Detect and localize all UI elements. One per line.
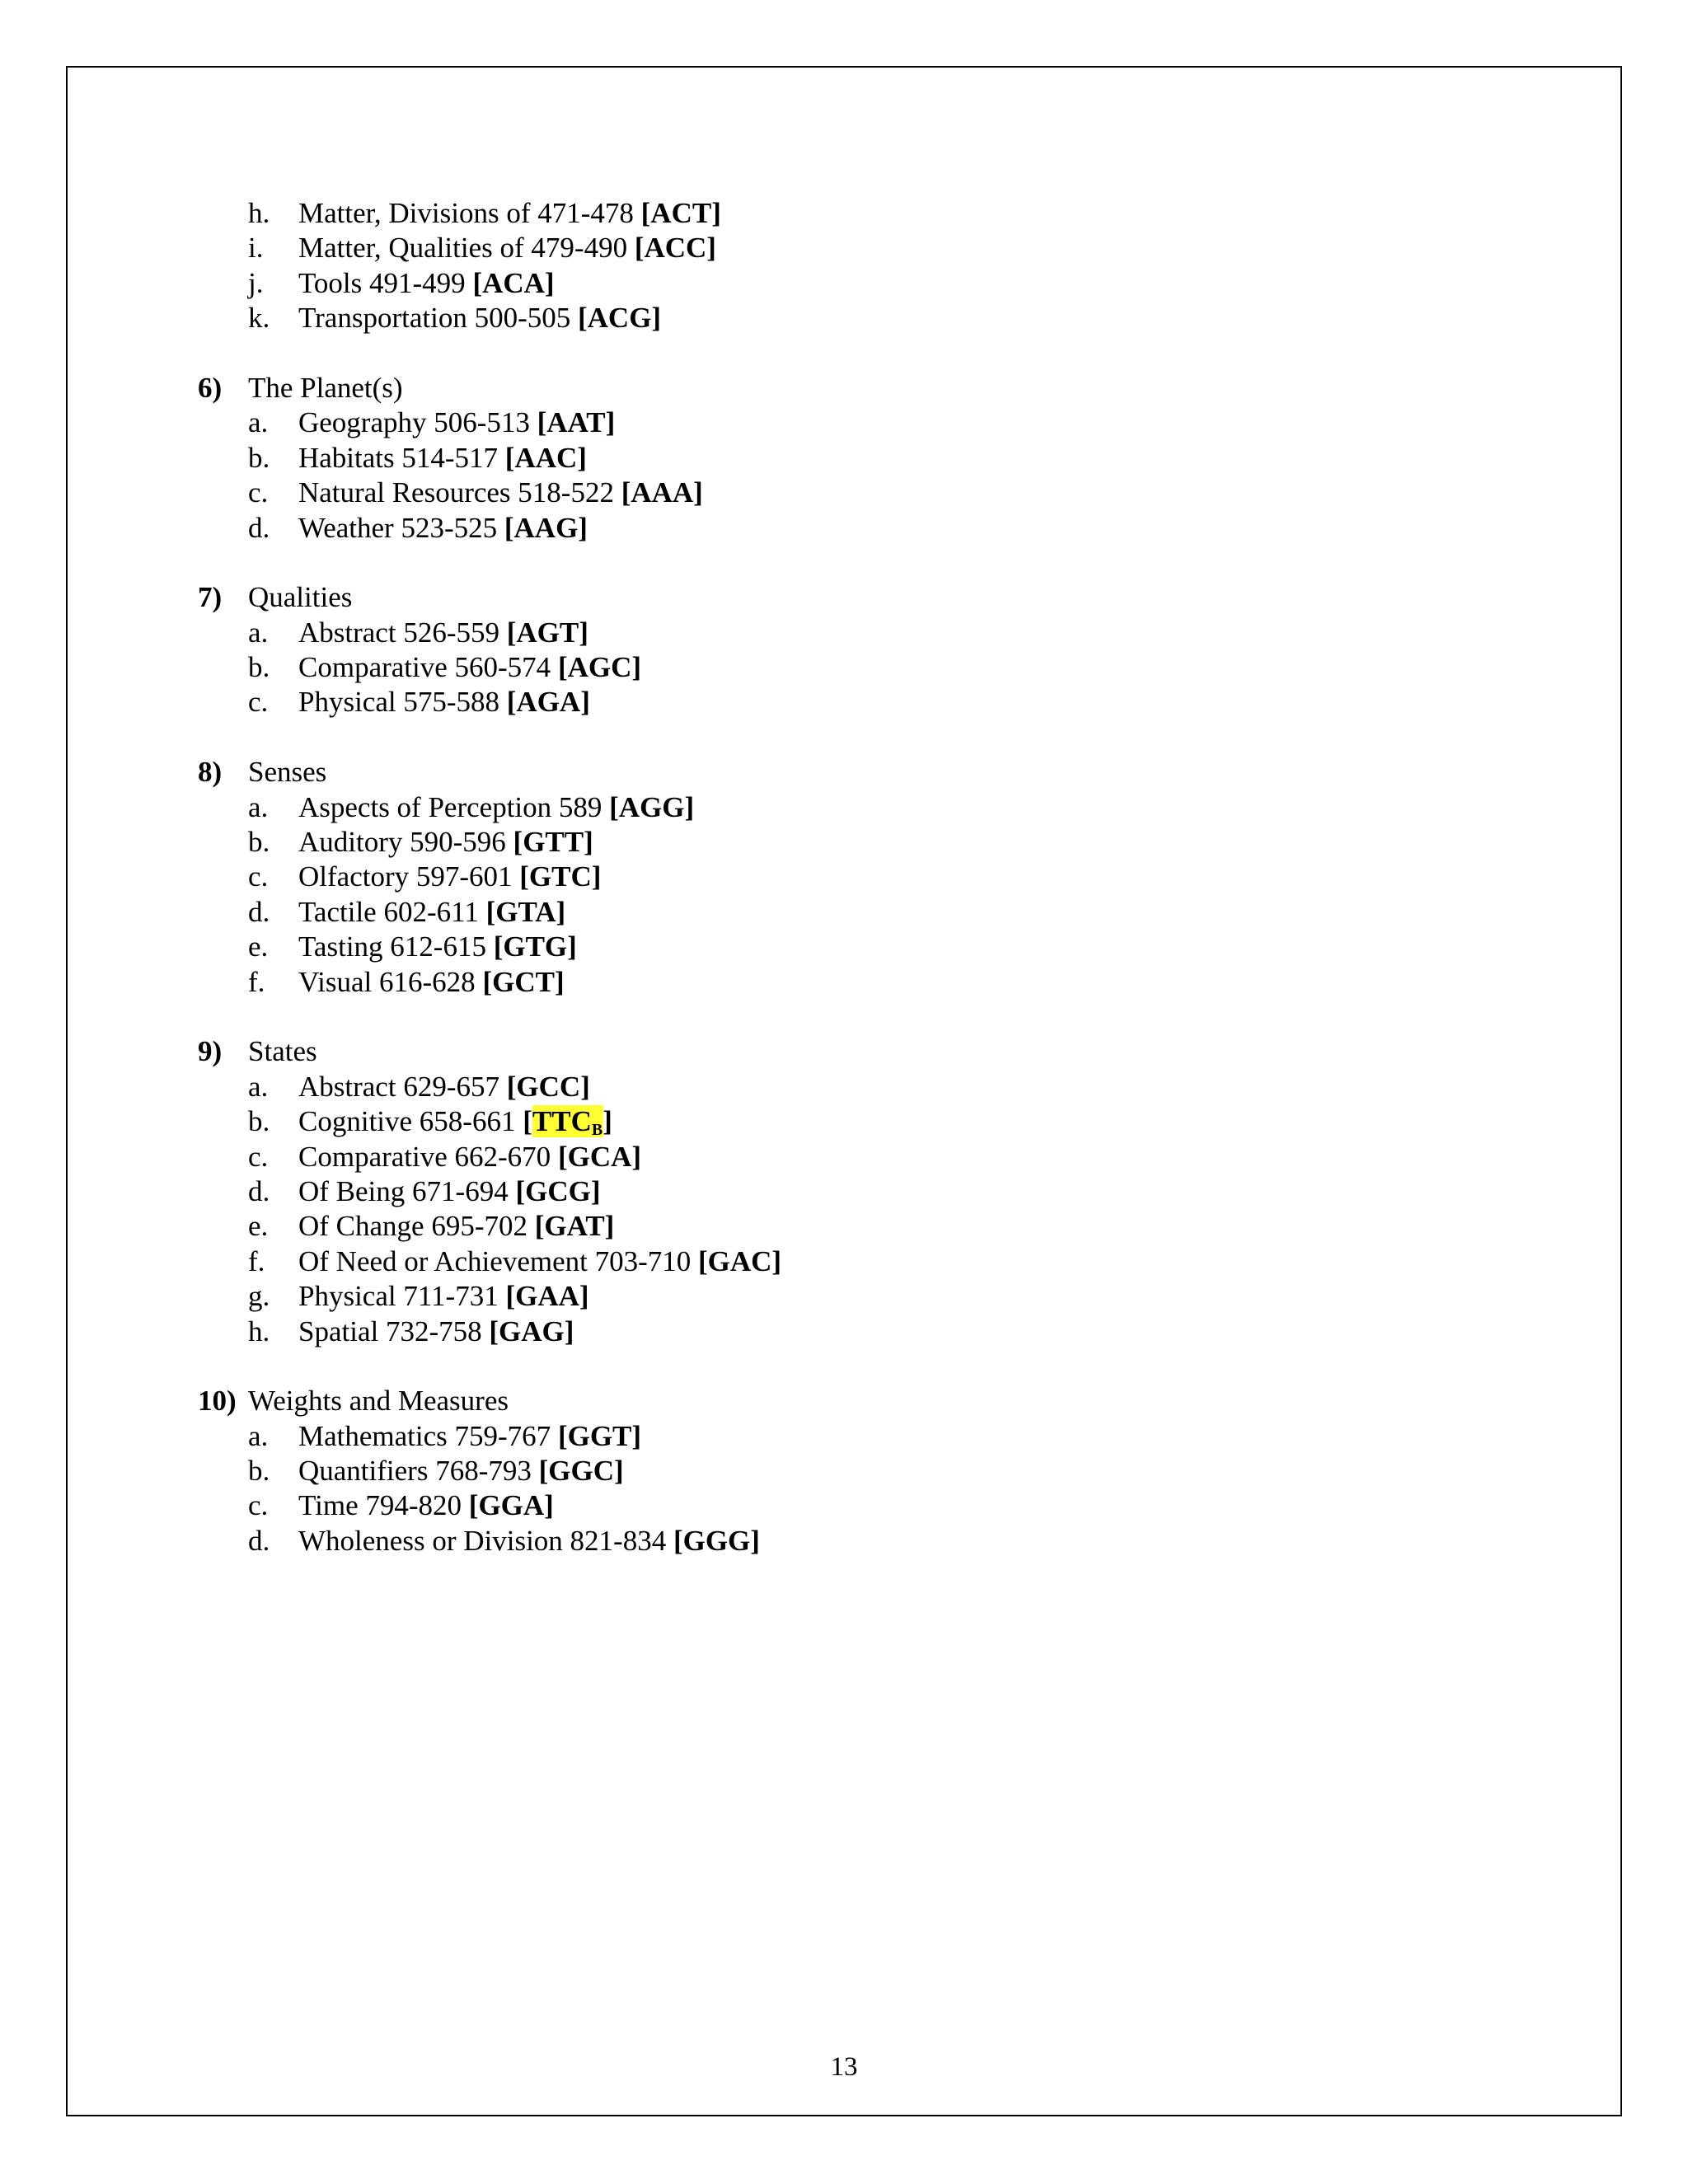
item-text: Of Need or Achievement 703-710 (298, 1244, 698, 1277)
item-text: Visual 616-628 (298, 965, 483, 998)
item-body (298, 860, 601, 894)
item-letter: a. (248, 1419, 269, 1452)
list-item (198, 1488, 1517, 1523)
list-item (198, 1419, 1517, 1454)
item-letter: b. (248, 1105, 270, 1138)
item-text: Spatial 732-758 (298, 1315, 490, 1347)
item-text: Tasting 612-615 (298, 930, 494, 963)
item-letter: b. (248, 441, 270, 474)
list-item (198, 1070, 1517, 1104)
item-letter: b. (248, 826, 270, 859)
section-heading (198, 371, 1517, 405)
item-body (298, 441, 587, 476)
list-item (198, 1454, 1517, 1488)
list-item (198, 1524, 1517, 1558)
item-text: Comparative 560-574 (298, 651, 558, 684)
item-body (298, 1070, 590, 1104)
item-text: Auditory 590-596 (298, 826, 513, 859)
item-body (298, 1419, 641, 1454)
list-item (198, 1244, 1517, 1279)
outline-section (198, 1384, 1517, 1558)
item-letter: a. (248, 1070, 269, 1103)
item-code: [AGT] (506, 616, 588, 649)
code-open-bracket: [ (523, 1105, 532, 1138)
item-text: Weather 523-525 (298, 511, 504, 544)
item-code-highlighted (523, 1105, 612, 1140)
item-code: [GGT] (557, 1419, 642, 1452)
item-body (298, 965, 565, 1000)
item-code: [GGG] (673, 1524, 760, 1557)
list-item (198, 196, 1517, 231)
section-title: States (248, 1035, 317, 1068)
item-letter: a. (248, 790, 269, 823)
item-letter: e. (248, 930, 269, 963)
item-code: [GGC] (538, 1455, 624, 1488)
section-title: The Planet(s) (248, 371, 403, 404)
item-body (298, 685, 590, 719)
item-letter: d. (248, 511, 270, 544)
item-body (298, 266, 555, 301)
section-title: Senses (248, 756, 327, 789)
item-text: Mathematics 759-767 (298, 1419, 558, 1452)
item-text: Physical 711-731 (298, 1280, 506, 1313)
item-text: Time 794-820 (298, 1489, 469, 1522)
item-body (298, 1524, 760, 1558)
list-item (198, 511, 1517, 546)
item-body (298, 231, 716, 265)
item-letter: b. (248, 1455, 270, 1488)
item-text: Habitats 514-517 (298, 441, 505, 474)
list-item (198, 476, 1517, 510)
item-letter: a. (248, 616, 269, 649)
item-body (298, 1279, 589, 1314)
item-body (298, 895, 565, 930)
list-item (198, 965, 1517, 1000)
item-letter: d. (248, 1524, 270, 1557)
item-code: [GTA] (485, 895, 566, 928)
list-item (198, 1140, 1517, 1174)
list-item (198, 1279, 1517, 1314)
section-number: 10) (198, 1385, 237, 1418)
list-item (198, 1209, 1517, 1244)
list-item (198, 616, 1517, 650)
code-close-bracket: ] (603, 1105, 612, 1138)
item-code: [AAG] (504, 511, 588, 544)
item-body (298, 476, 703, 510)
item-text: Abstract 629-657 (298, 1070, 507, 1103)
section-heading (198, 1384, 1517, 1418)
item-body (298, 1244, 781, 1279)
item-letter: h. (248, 1315, 270, 1347)
item-text: Cognitive 658-661 (298, 1105, 523, 1138)
item-code: [AAA] (621, 476, 703, 509)
item-letter: g. (248, 1280, 270, 1313)
highlight-mark (532, 1105, 603, 1140)
item-code: [GCC] (506, 1070, 590, 1103)
list-item (198, 1174, 1517, 1209)
item-code: [GCT] (482, 965, 565, 998)
section-title: Qualities (248, 581, 353, 614)
item-body (298, 196, 721, 231)
item-code: [AGA] (506, 686, 590, 719)
code-main: TTC (532, 1105, 592, 1138)
outline-section (198, 371, 1517, 546)
list-item (198, 1104, 1517, 1139)
item-letter: c. (248, 1140, 269, 1173)
item-body (298, 1174, 601, 1209)
item-letter: f. (248, 965, 265, 998)
item-text: Matter, Qualities of 479-490 (298, 232, 635, 265)
item-text: Olfactory 597-601 (298, 860, 520, 893)
item-code: [GAC] (698, 1244, 782, 1277)
item-body (298, 1488, 554, 1523)
item-body (298, 1104, 612, 1139)
section-heading (198, 755, 1517, 790)
section-number: 7) (198, 581, 223, 614)
item-letter: b. (248, 651, 270, 684)
outline-section (198, 580, 1517, 720)
outline-content (198, 196, 1517, 1594)
item-text: Transportation 500-505 (298, 302, 578, 335)
item-body (298, 1315, 574, 1349)
list-item (198, 650, 1517, 685)
list-item (198, 790, 1517, 825)
item-body (298, 511, 588, 546)
item-text: Of Being 671-694 (298, 1174, 516, 1207)
section-title: Weights and Measures (248, 1385, 509, 1418)
item-body (298, 650, 641, 685)
item-text: Natural Resources 518-522 (298, 476, 621, 509)
item-body (298, 1454, 624, 1488)
item-letter: c. (248, 686, 269, 719)
item-code: [GTC] (519, 860, 602, 893)
item-code: [GAG] (489, 1315, 574, 1347)
item-letter: a. (248, 406, 269, 439)
list-item (198, 266, 1517, 301)
item-code: [ACA] (472, 266, 555, 299)
section-number: 6) (198, 371, 223, 404)
item-text: Quantifiers 768-793 (298, 1455, 539, 1488)
item-code: [AAT] (537, 406, 616, 439)
list-item (198, 1315, 1517, 1349)
section-number: 9) (198, 1035, 223, 1068)
item-body (298, 1209, 614, 1244)
list-item (198, 405, 1517, 440)
sections-list (198, 371, 1517, 1558)
item-code: [AGG] (609, 790, 695, 823)
item-code: [AGC] (557, 651, 642, 684)
list-item (198, 930, 1517, 964)
item-body (298, 790, 694, 825)
outline-section (198, 1034, 1517, 1349)
item-letter: d. (248, 1174, 270, 1207)
item-text: Tools 491-499 (298, 266, 473, 299)
item-text: Abstract 526-559 (298, 616, 507, 649)
list-item (198, 895, 1517, 930)
item-code: [GTG] (493, 930, 577, 963)
item-body (298, 1140, 641, 1174)
item-code: [ACC] (634, 232, 716, 265)
item-text: Aspects of Perception 589 (298, 790, 610, 823)
item-letter: c. (248, 860, 269, 893)
item-text: Tactile 602-611 (298, 895, 486, 928)
page-number: 13 (830, 2052, 858, 2082)
item-letter: f. (248, 1244, 265, 1277)
item-text: Matter, Divisions of 471-478 (298, 197, 641, 229)
section-heading (198, 580, 1517, 615)
item-text: Physical 575-588 (298, 686, 507, 719)
item-code: [ACG] (577, 302, 662, 335)
item-letter: e. (248, 1210, 269, 1243)
list-item (198, 685, 1517, 719)
item-code: [GGA] (468, 1489, 554, 1522)
item-letter: j. (248, 266, 264, 299)
code-subscript: B (591, 1121, 603, 1140)
list-item (198, 860, 1517, 894)
item-body (298, 930, 577, 964)
item-letter: k. (248, 302, 270, 335)
item-letter: c. (248, 476, 269, 509)
item-code: [GAA] (505, 1280, 589, 1313)
section-number: 8) (198, 756, 223, 789)
item-code: [GTT] (513, 826, 593, 859)
item-text: Comparative 662-670 (298, 1140, 558, 1173)
item-body (298, 616, 588, 650)
outline-section (198, 755, 1517, 1000)
item-code: [GCA] (557, 1140, 642, 1173)
item-code: [GCG] (515, 1174, 601, 1207)
section-heading (198, 1034, 1517, 1069)
list-item (198, 301, 1517, 335)
item-code: [GAT] (534, 1210, 615, 1243)
item-letter: c. (248, 1489, 269, 1522)
item-letter: i. (248, 232, 264, 265)
item-code: [ACT] (640, 197, 721, 229)
continuation-list (198, 196, 1517, 336)
list-item (198, 231, 1517, 265)
item-text: Geography 506-513 (298, 406, 537, 439)
item-letter: h. (248, 197, 270, 229)
list-item (198, 441, 1517, 476)
item-code: [AAC] (504, 441, 587, 474)
item-text: Of Change 695-702 (298, 1210, 535, 1243)
item-body (298, 825, 593, 860)
item-text: Wholeness or Division 821-834 (298, 1524, 673, 1557)
item-letter: d. (248, 895, 270, 928)
list-item (198, 825, 1517, 860)
item-body (298, 405, 615, 440)
item-body (298, 301, 661, 335)
